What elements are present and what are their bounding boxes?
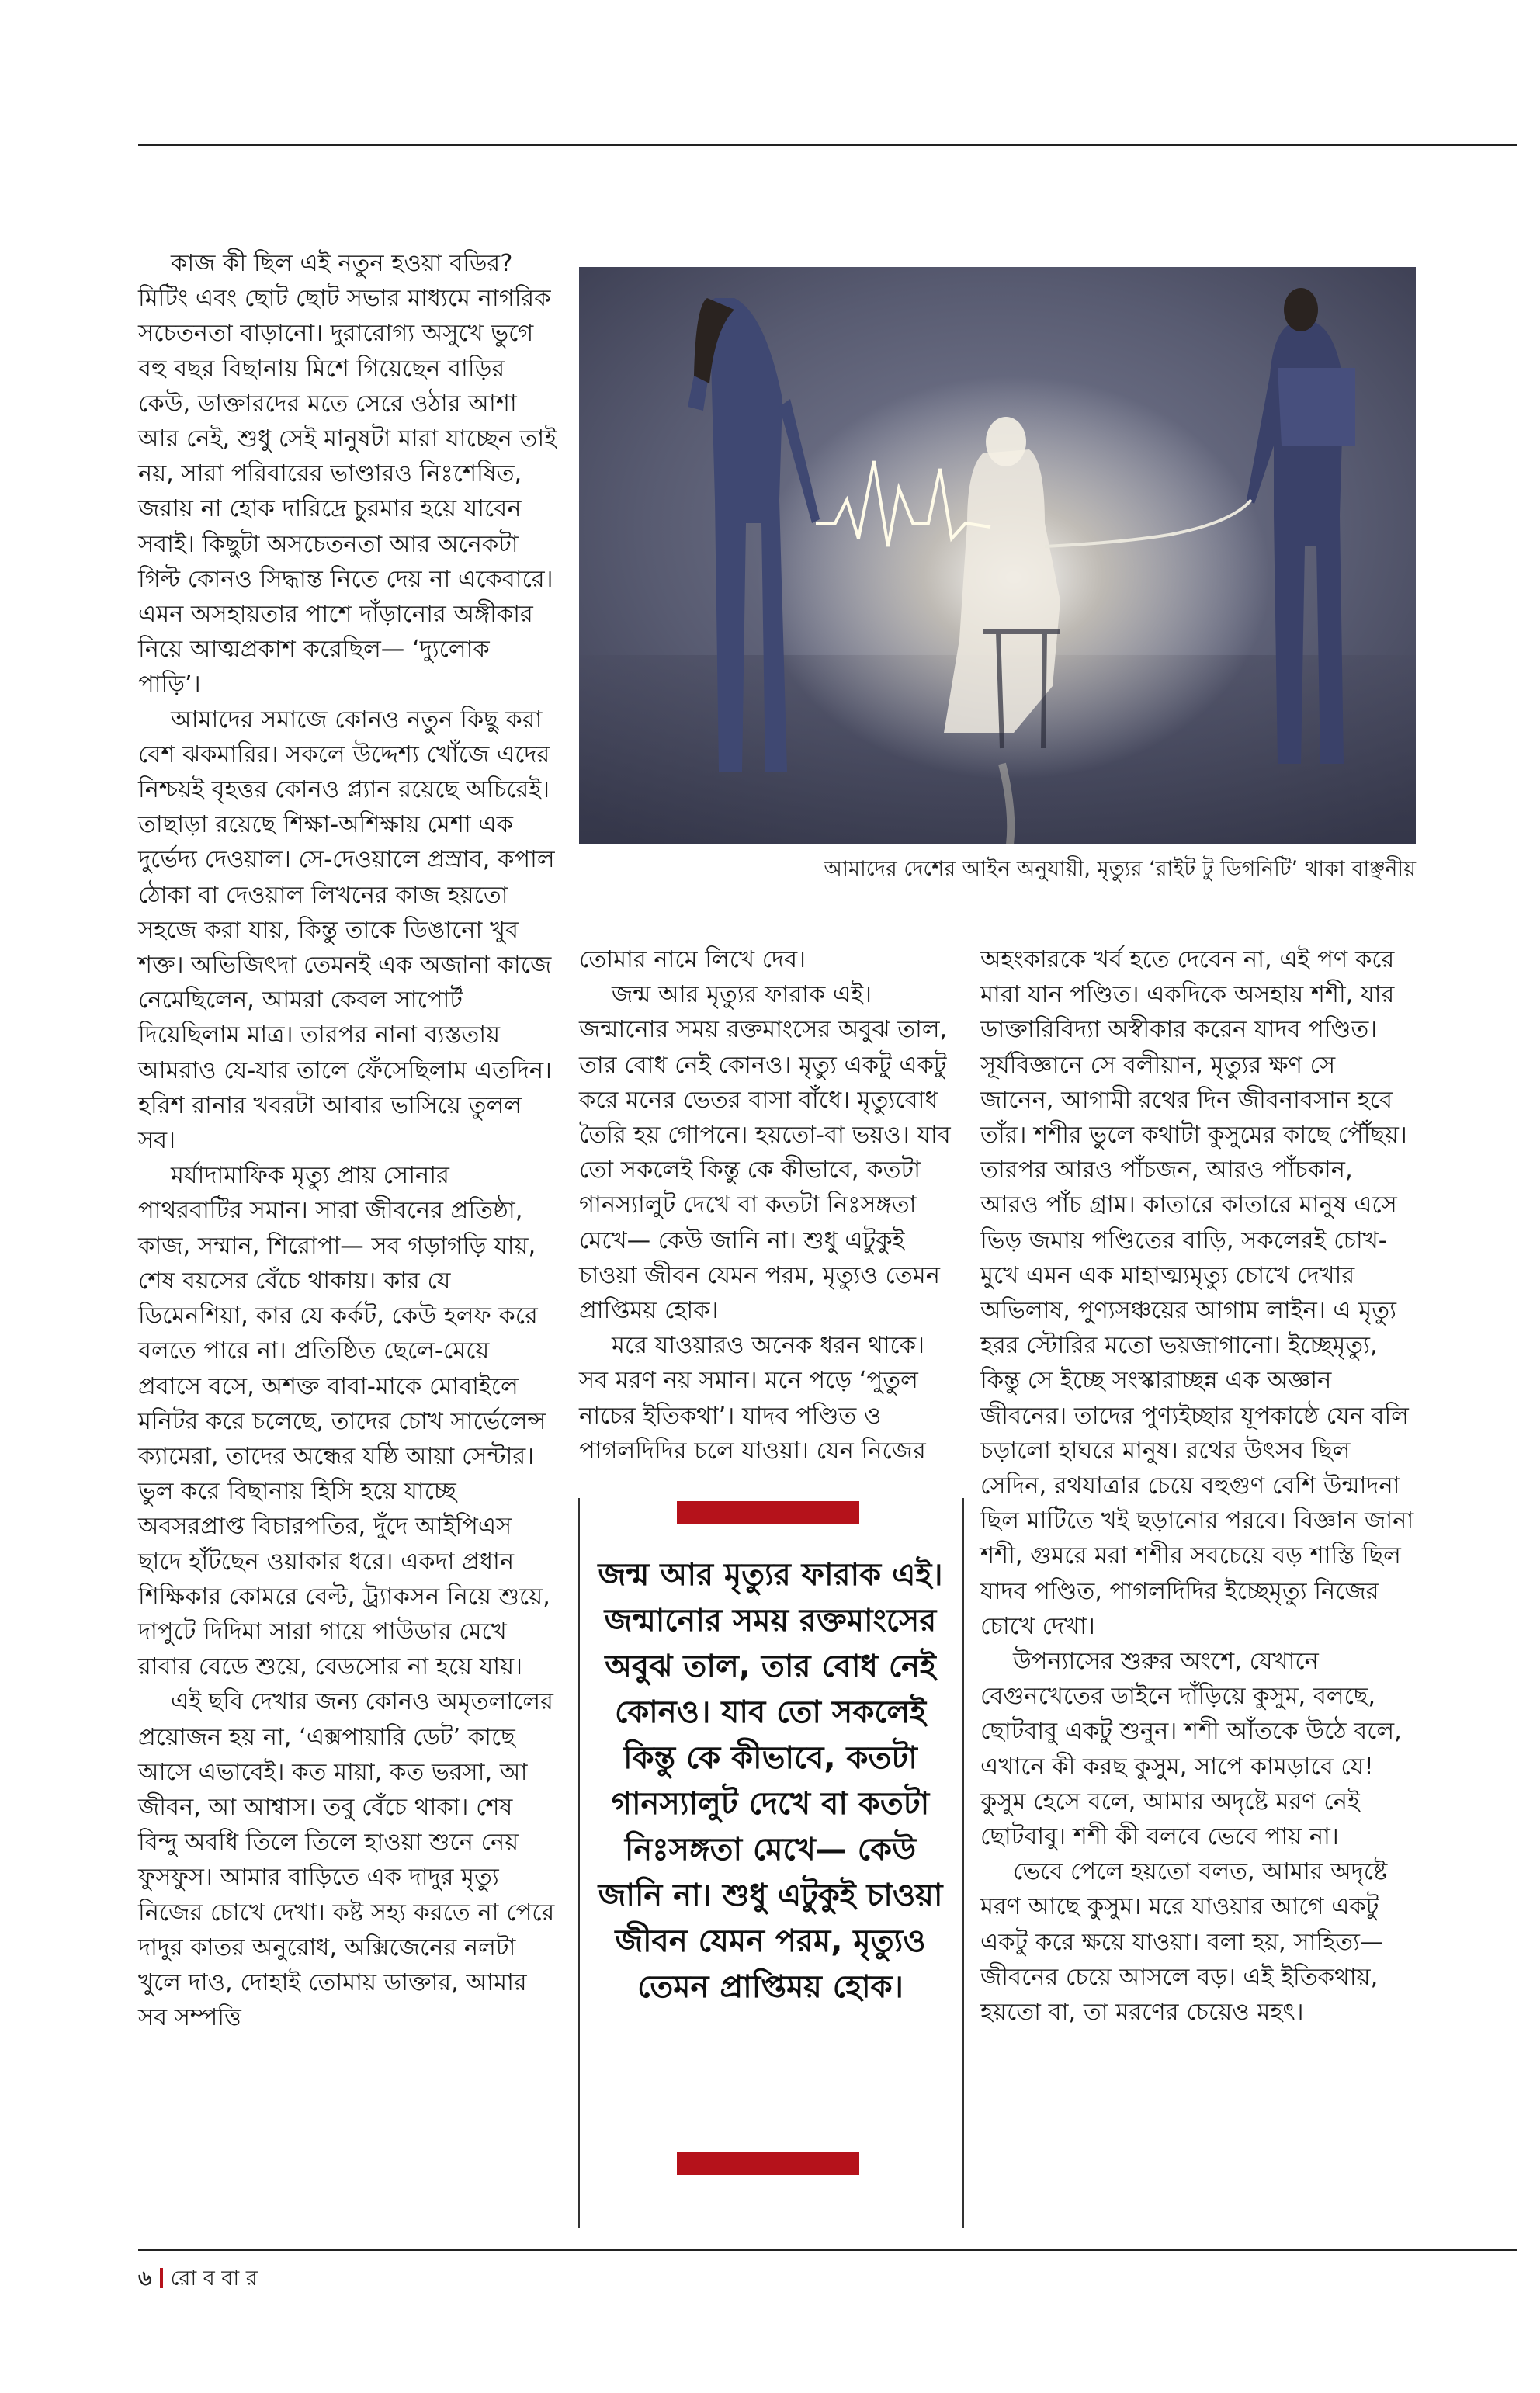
pull-quote: জন্ম আর মৃত্যুর ফারাক এই। জন্মানোর সময় রক্তমাংসের অবুঝ তাল, তার বোধ নেই কোনও। যাব তো সকলেই কিন্তু কে কীভাবে, কতটা গানস্যালুট দেখে বা কতটা নিঃসঙ্গতা মেখে— কেউ জানি না। শুধু এটুকুই চাওয়া জীবন যেমন পরম, মৃত্যুও তেমন প্রাপ্তিময় হোক। xyxy=(598,1557,943,2005)
article-column-3 xyxy=(980,942,1415,2030)
paragraph: এই ছবি দেখার জন্য কোনও অমৃতলালের প্রয়োজন হয় না, ‘এক্সপায়ারি ডেট’ কাছে আসে এভাবেই। কত মায়া, কত ভরসা, আ জীবন, আ আশ্বাস। তবু বেঁচে থাকা। শেষ বিন্দু অবধি তিলে তিলে হাওয়া শুনে নেয় ফুসফুস। আমার বাড়িতে এক দাদুর মৃত্যু নিজের চোখে দেখা। কষ্ট সহ্য করতে না পেরে দাদুর কাতর অনুরোধ, অক্সিজেনের নলটা খুলে দাও, দোহাই তোমায় ডাক্তার, আমার সব সম্পত্তি xyxy=(138,1688,555,2032)
section-name: রো ব বা র xyxy=(170,2266,258,2291)
pull-quote-left-rule xyxy=(578,1498,580,2228)
pull-quote-top-bar xyxy=(677,1501,859,1524)
paragraph: আমাদের সমাজে কোনও নতুন কিছু করা বেশ ঝকমারির। সকলে উদ্দেশ্য খোঁজে এদের নিশ্চয়ই বৃহত্তর কোনও প্ল্যান রয়েছে অচিরেই। তাছাড়া রয়েছে শিক্ষা-অশিক্ষায় মেশা এক দুর্ভেদ্য দেওয়াল। সে-দেওয়ালে প্রস্রাব, কপাল ঠোকা বা দেওয়াল লিখনের কাজ হয়তো সহজে করা যায়, কিন্তু তাকে ডিঙানো খুব শক্ত। অভিজিৎদা তেমনই এক অজানা কাজে নেমেছিলেন, আমরা কেবল সাপোর্ট দিয়েছিলাম মাত্র। তারপর নানা ব্যস্ততায় আমরাও যে-যার তালে ফেঁসেছিলাম এতদিন। হরিশ রানার খবরটা আবার ভাসিয়ে তুলল সব। xyxy=(138,706,555,1155)
article-column-1 xyxy=(138,246,557,2035)
article-illustration xyxy=(579,267,1416,844)
top-rule xyxy=(138,144,1517,146)
paragraph: মর্যাদামাফিক মৃত্যু প্রায় সোনার পাথরবাটির সমান। সারা জীবনের প্রতিষ্ঠা, কাজ, সম্মান, শিরোপা— সব গড়াগড়ি যায়, শেষ বয়সের বেঁচে থাকায়। কার যে ডিমেনশিয়া, কার যে কর্কট, কেউ হলফ করে বলতে পারে না। প্রতিষ্ঠিত ছেলে-মেয়ে প্রবাসে বসে, অশক্ত বাবা-মাকে মোবাইলে মনিটর করে চলেছে, তাদের চোখ সার্ভেলেন্স ক্যামেরা, তাদের অন্ধের যষ্ঠি আয়া সেন্টার। ভুল করে বিছানায় হিসি হয়ে যাচ্ছে অবসরপ্রাপ্ত বিচারপতির, দুঁদে আইপিএস ছাদে হাঁটছেন ওয়াকার ধরে। একদা প্রধান শিক্ষিকার কোমরে বেল্ট, ট্র্যাকসন নিয়ে শুয়ে, দাপুটে দিদিমা সারা গায়ে পাউডার মেখে রাবার বেডে শুয়ে, বেডসোর না হয়ে যায়। xyxy=(138,1162,550,1681)
paragraph: মরে যাওয়ারও অনেক ধরন থাকে। সব মরণ নয় সমান। মনে পড়ে ‘পুতুল নাচের ইতিকথা’। যাদব পণ্ডিত ও পাগলদিদির চলে যাওয়া। যেন নিজের xyxy=(579,1332,926,1465)
paragraph: ভেবে পেলে হয়তো বলত, আমার অদৃষ্টে মরণ আছে কুসুম। মরে যাওয়ার আগে একটু একটু করে ক্ষয়ে যাওয়া। বলা হয়, সাহিত্য— জীবনের চেয়ে আসলে বড়। এই ইতিকথায়, হয়তো বা, তা মরণের চেয়েও মহৎ। xyxy=(980,1858,1388,2027)
pull-quote-right-rule xyxy=(962,1498,964,2228)
paragraph: তোমার নামে লিখে দেব। xyxy=(579,946,806,973)
paragraph: উপন্যাসের শুরুর অংশে, যেখানে বেগুনখেতের ডাইনে দাঁড়িয়ে কুসুম, বলছে, ছোটবাবু একটু শুনুন। শশী আঁতকে উঠে বলে, এখানে কী করছ কুসুম, সাপে কামড়াবে যে! কুসুম হেসে বলে, আমার অদৃষ্টে মরণ নেই ছোটবাবু। শশী কী বলবে ভেবে পায় না। xyxy=(980,1648,1402,1851)
page-number: ৬ xyxy=(138,2266,152,2291)
footer-separator xyxy=(160,2268,163,2288)
paragraph: অহংকারকে খর্ব হতে দেবেন না, এই পণ করে মারা যান পণ্ডিত। একদিকে অসহায় শশী, যার ডাক্তারিবিদ্যা অস্বীকার করেন যাদব পণ্ডিত। সূর্যবিজ্ঞানে সে বলীয়ান, মৃত্যুর ক্ষণ সে জানেন, আগামী রথের দিন জীবনাবসান হবে তাঁর। শশীর ভুলে কথাটা কুসুমের কাছে পৌঁছয়। তারপর আরও পাঁচজন, আরও পাঁচকান, আরও পাঁচ গ্রাম। কাতারে কাতারে মানুষ এসে ভিড় জমায় পণ্ডিতের বাড়ি, সকলেরই চোখ-মুখে এমন এক মাহাত্ম্যমৃত্যু চোখে দেখার অভিলাষ, পুণ্যসঞ্চয়ের আগাম লাইন। এ মৃত্যু হরর স্টোরির মতো ভয়জাগানো। ইচ্ছেমৃত্যু, কিন্তু সে ইচ্ছে সংস্কারাচ্ছন্ন এক অজ্ঞান জীবনের। তাদের পুণ্যইচ্ছার যূপকাষ্ঠে যেন বলি চড়ালো হাঘরে মানুষ। রথের উৎসব ছিল সেদিন, রথযাত্রার চেয়ে বহুগুণ বেশি উন্মাদনা ছিল মাটিতে খই ছড়ানোর পরবে। বিজ্ঞান জানা শশী, গুমরে মরা শশীর সবচেয়ে বড় শাস্তি ছিল যাদব পণ্ডিত, পাগলদিদির ইচ্ছেমৃত্যু নিজের চোখে দেখা। xyxy=(980,946,1414,1640)
paragraph: কাজ কী ছিল এই নতুন হওয়া বডির? মিটিং এবং ছোট ছোট সভার মাধ্যমে নাগরিক সচেতনতা বাড়ানো। দুরারোগ্য অসুখে ভুগে বহু বছর বিছানায় মিশে গিয়েছেন বাড়ির কেউ, ডাক্তারদের মতে সেরে ওঠার আশা আর নেই, শুধু সেই মানুষটা মারা যাচ্ছেন তাই নয়, সারা পরিবারের ভাণ্ডারও নিঃশেষিত, জরায় না হোক দারিদ্রে চুরমার হয়ে যাবেন সবাই। কিছুটা অসচেতনতা আর অনেকটা গিল্ট কোনও সিদ্ধান্ত নিতে দেয় না একেবারে। এমন অসহায়তার পাশে দাঁড়ানোর অঙ্গীকার নিয়ে আত্মপ্রকাশ করেছিল— ‘দ্যুলোক পাড়ি’। xyxy=(138,250,557,699)
pull-quote-bottom-bar xyxy=(677,2152,859,2175)
image-caption: আমাদের দেশের আইন অনুযায়ী, মৃত্যুর ‘রাইট টু ডিগনিটি’ থাকা বাঞ্ছনীয় xyxy=(824,857,1416,881)
page-footer xyxy=(138,2265,258,2293)
paragraph: জন্ম আর মৃত্যুর ফারাক এই। জন্মানোর সময় রক্তমাংসের অবুঝ তাল, তার বোধ নেই কোনও। মৃত্যু একটু একটু করে মনের ভেতর বাসা বাঁধে। মৃত্যুবোধ তৈরি হয় গোপনে। হয়তো-বা ভয়ও। যাব তো সকলেই কিন্তু কে কীভাবে, কতটা গানস্যালুট দেখে বা কতটা নিঃসঙ্গতা মেখে— কেউ জানি না। শুধু এটুকুই চাওয়া জীবন যেমন পরম, মৃত্যুও তেমন প্রাপ্তিময় হোক। xyxy=(579,981,951,1325)
article-column-2 xyxy=(579,942,959,1469)
bottom-rule xyxy=(138,2249,1517,2251)
